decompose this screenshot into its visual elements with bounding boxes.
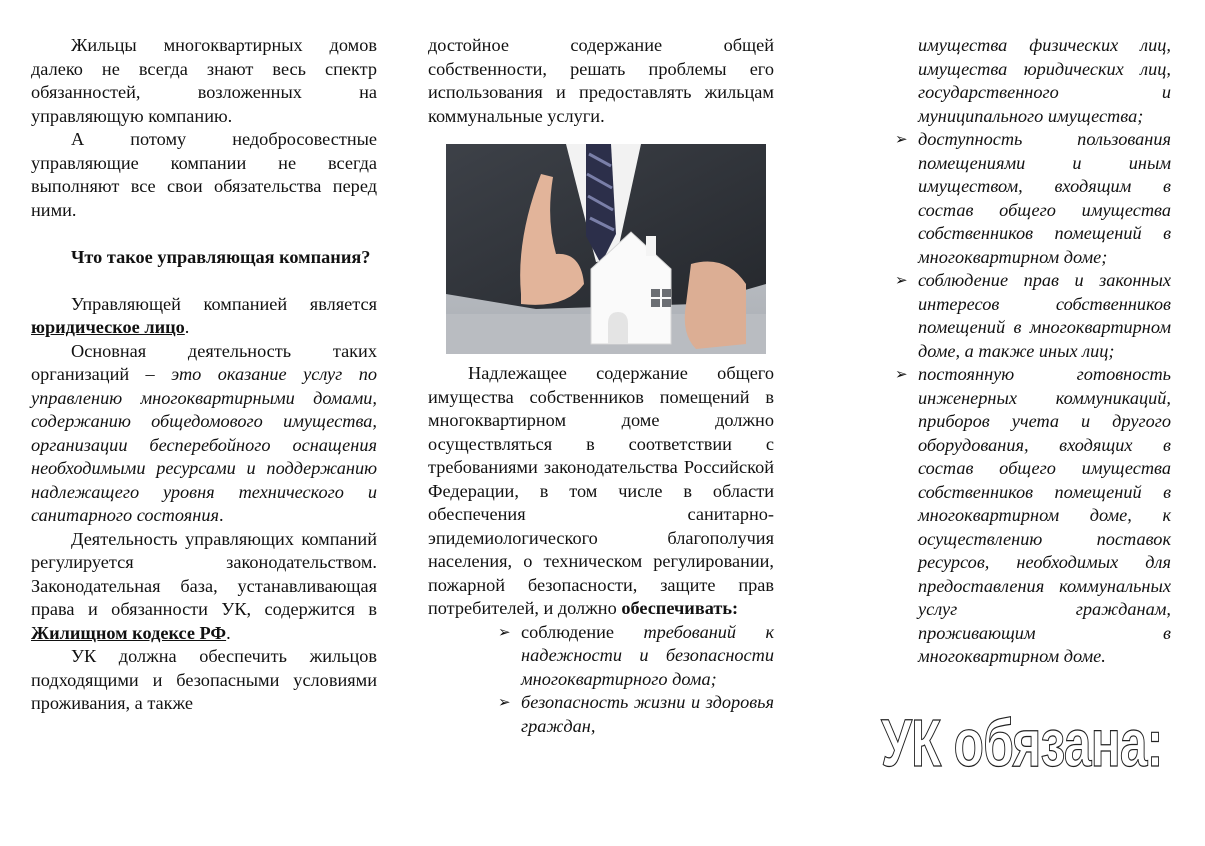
column-left bbox=[31, 34, 377, 716]
column-middle-lower bbox=[428, 362, 774, 738]
housing-code-link: Жилищном кодексе РФ bbox=[31, 622, 227, 643]
continuation-paragraph: достойное содержание общей собственности, решать проблемы его использования и предоставлять жильцам коммунальные услуги. bbox=[428, 35, 774, 126]
definition-paragraph: Управляющей компанией является юридическое лицо. bbox=[31, 293, 377, 337]
arrow-bullet-icon: ➢ bbox=[498, 622, 511, 641]
arrow-bullet-icon: ➢ bbox=[498, 693, 511, 711]
legislation-paragraph: Деятельность управляющих компаний регулируется законодательством. Законодательная база, устанавливающая права и обязанности УК, содержится в Жилищном кодексе РФ. bbox=[31, 528, 377, 643]
list-item: ➢ постоянную готовность инженерных коммуникаций, приборов учета и другого оборудования, входящих в состав общего имущества собственников помещений в многоквартирном доме, к осуществлению поставок ресурсов, необходимых для предоставления коммунальных услуг гражданам, проживающим в многоквартирном доме. bbox=[895, 364, 1171, 666]
column-middle bbox=[428, 34, 774, 128]
column-right bbox=[895, 34, 1171, 669]
section-heading: Что такое управляющая компания? bbox=[71, 246, 371, 267]
arrow-bullet-icon: ➢ bbox=[895, 271, 908, 289]
list-item: ➢ безопасность жизни и здоровья граждан, bbox=[498, 692, 774, 736]
arrow-bullet-icon: ➢ bbox=[895, 130, 908, 148]
obligations-list bbox=[498, 621, 774, 739]
list-item: ➢ соблюдение требований к надежности и безопасности многоквартирного дома; bbox=[498, 621, 775, 689]
intro-paragraph: Жильцы многоквартирных домов далеко не всегда знают весь спектр обязанностей, возложенных на управляющую компанию. bbox=[31, 35, 377, 126]
second-paragraph: А потому недобросовестные управляющие компании не всегда выполняют все свои обязательства перед ними. bbox=[31, 129, 377, 220]
obligation-paragraph: УК должна обеспечить жильцов подходящими и безопасными условиями проживания, а также bbox=[31, 646, 377, 713]
list-item: ➢ соблюдение прав и законных интересов собственников помещений в многоквартирном доме, а также иных лиц; bbox=[895, 270, 1171, 361]
list-item: ➢ доступность пользования помещениями и иным имуществом, входящим в состав общего имущества собственников помещений в многоквартирном доме; bbox=[895, 129, 1171, 267]
businessman-house-photo bbox=[446, 144, 766, 354]
obligations-list-continued bbox=[895, 128, 1171, 669]
list-continuation: имущества физических лиц, имущества юридических лиц, государственного и муниципального имущества; bbox=[918, 35, 1171, 126]
legal-entity-link: юридическое лицо bbox=[31, 317, 185, 337]
activity-paragraph: Основная деятельность таких организаций – это оказание услуг по управлению многоквартирными домами, содержанию общедомового имущества, организации бесперебойного оснащения необходимыми ресурсами и поддержанию надлежащего уровня технического и санитарного состояния. bbox=[31, 340, 377, 525]
wordart-title: УК обязана: bbox=[881, 706, 1163, 781]
maintenance-paragraph: Надлежащее содержание общего имущества собственников помещений в многоквартирном доме должно осуществляться в соответствии с требованиями законодательства Российской Федерации, в том числе в области обеспечения санитарно-эпидемиологического благополучия населения, о техническом регулировании, пожарной безопасности, защите прав потребителей, и должно обеспечивать: bbox=[428, 363, 774, 618]
arrow-bullet-icon: ➢ bbox=[895, 365, 908, 383]
